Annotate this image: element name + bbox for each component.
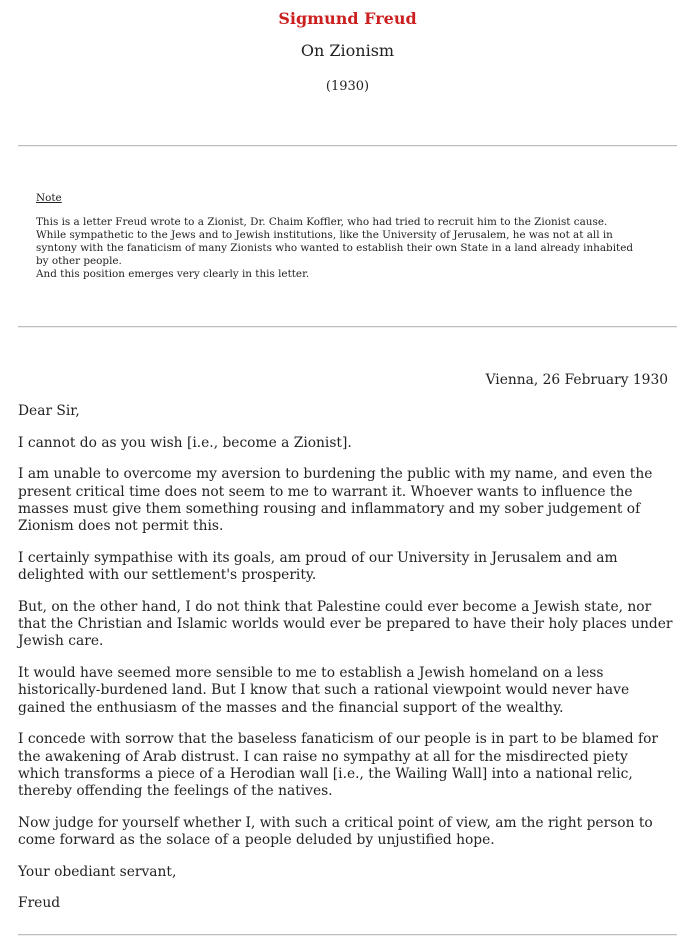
divider-top	[18, 145, 677, 147]
letter-paragraph: But, on the other hand, I do not think that Palestine could ever become a Jewish state, nor that the Christian and Islamic worlds would ever be prepared to have their holy places under Jewish care.	[18, 598, 673, 650]
document-title: On Zionism	[300, 41, 395, 60]
note-closing: And this position emerges very clearly in this letter.	[36, 268, 310, 280]
letter-paragraph: Now judge for yourself whether I, with such a critical point of view, am the right person to come forward as the solace of a people deluded by unjustified hope.	[18, 814, 653, 849]
document-year: (1930)	[325, 79, 370, 94]
letter-paragraph: I concede with sorrow that the baseless fanaticism of our people is in part to be blamed for the awakening of Arab distrust. I can raise no sympathy at all for the misdirected piety which transforms a piece of a Herodian wall [i.e., the Wailing Wall] into a national relic, thereby offending the feelings of the natives.	[18, 731, 659, 800]
letter-date: Vienna, 26 February 1930	[485, 372, 668, 388]
letter-paragraph: I am unable to overcome my aversion to burdening the public with my name, and even the present critical time does not seem to me to warrant it. Whoever wants to influence the masses must give them something rousing and inflammatory and my sober judgement of Zionism does not permit this.	[18, 466, 653, 535]
author-name: Sigmund Freud	[278, 9, 417, 28]
editor-note	[36, 192, 636, 281]
letter-signature: Freud	[18, 894, 61, 911]
letter-paragraph: I cannot do as you wish [i.e., become a Zionist].	[18, 434, 352, 451]
note-heading: Note	[36, 192, 62, 204]
letter-paragraph: It would have seemed more sensible to me to establish a Jewish homeland on a less historically-burdened land. But I know that such a rational viewpoint would never have gained the enthusiasm of the masses and the financial support of the wealthy.	[18, 664, 630, 716]
letter-paragraph: I certainly sympathise with its goals, am proud of our University in Jerusalem and am delighted with our settlement's prosperity.	[18, 549, 618, 584]
letter-closing: Your obediant servant,	[18, 863, 177, 880]
divider-middle	[18, 326, 677, 328]
note-text: This is a letter Freud wrote to a Zionist, Dr. Chaim Koffler, who had tried to recruit him to the Zionist cause. While sympathetic to the Jews and to Jewish institutions, like the University of Jerusalem, he was not at all in syntony with the fanaticism of many Zionists who wanted to establish their own State in a land already inhabited by other people.	[36, 216, 633, 267]
letter-salutation: Dear Sir,	[18, 403, 80, 420]
letter-body	[18, 372, 673, 926]
